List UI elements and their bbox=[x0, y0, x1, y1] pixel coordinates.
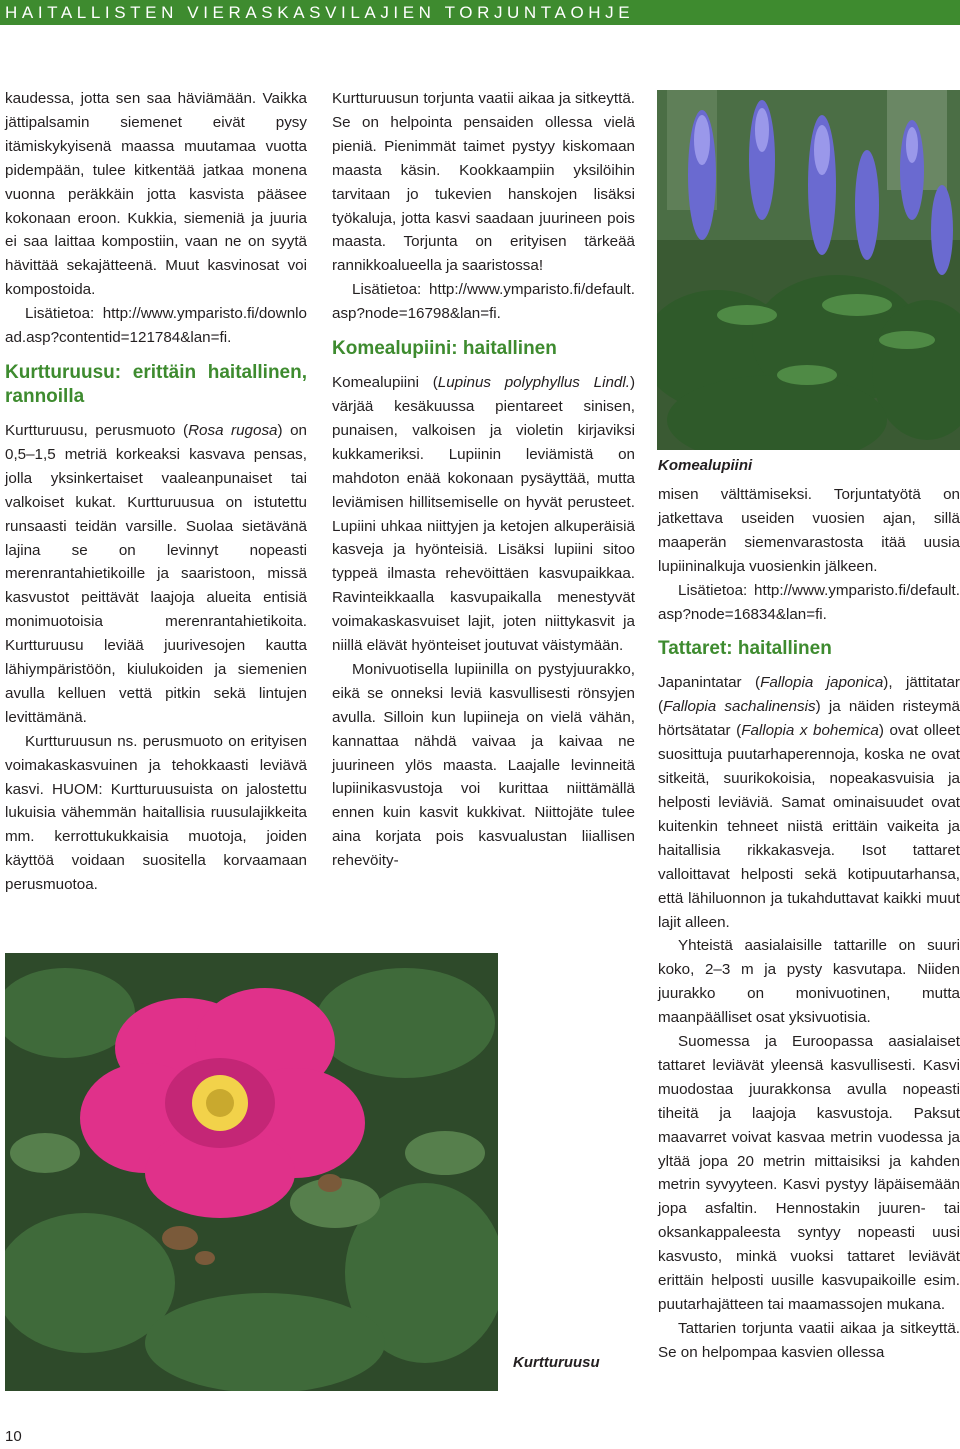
paragraph: Japanintatar (Fallopia japonica), jättitatar (Fallopia sachalinensis) ja näiden risteymä hörtsätatar (Fallopia x bohemica) ovat olleet suosittuja puutarhaperennoja, koska ne ovat sitkeitä, suurikokoisia, nopeakasvuisia ja helposti leviäviä. Samat ominaisuudet ovat kuitenkin tehneet niistä erittäin vaikeita ja haitallisia rikkakasveja. Isot tattaret valloittavat helposti sekä kotipuutarhansa, että lähiluonnon ja tukahduttavat kaikki muut lajit alleen. bbox=[658, 674, 960, 931]
paragraph: Kurtturuusun torjunta vaatii aikaa ja sitkeyttä. Se on helpointa pensaiden ollessa vielä pieniä. Pienimmät taimet pystyy kiskomaan maasta käsin. Kookkaampiin yksilöihin tarvitaan jo tukevien hanskojen lisäksi työkaluja, jotta kasvi saadaan juurineen pois maasta. Torjunta on erityisen tärkeää rannikkoalueella ja saaristossa! bbox=[332, 90, 635, 275]
column-1 bbox=[5, 87, 307, 897]
rose-caption: Kurtturuusu bbox=[513, 1354, 600, 1371]
paragraph: Tattarien torjunta vaatii aikaa ja sitkeyttä. Se on helpompaa kasvien ollessa bbox=[658, 1319, 960, 1361]
paragraph: Kurtturuusu, perusmuoto (Rosa rugosa) on 0,5–1,5 metriä korkeaksi kasvava pensas, jolla yksinkertaiset vaaleanpunaiset tai valkoiset kukat. Kurtturuusua on istutettu runsaasti teidän varsille. Suolaa sietävänä lajina se on levinnyt nopeasti merenrantahietikoille ja saaristoon, missä kasvustot peittävät laajoja alueita entisiä monimuotoisia merenrantahietikoita. Kurtturuusu leviää juurivesojen kautta lähiympäristöön, kiulukoiden ja siemenien avulla kelluen vettä pitkin sekä lintujen levittämänä. bbox=[5, 421, 307, 726]
lupine-caption: Komealupiini bbox=[658, 457, 753, 474]
running-header: HAITALLISTEN VIERASKASVILAJIEN TORJUNTAOHJE bbox=[0, 0, 960, 25]
more-info-link[interactable]: Lisätietoa: http://www.ymparisto.fi/default.asp?node=16798&lan=fi. bbox=[332, 281, 635, 323]
paragraph: kaudessa, jotta sen saa häviämään. Vaikka jättipalsamin siemenet eivät pysy itämiskykyisenä maassa muutamaa vuotta pidempään, tulee kitkentää jatkaa monena vuonna peräkkäin jotta kasvista pääsee kokonaan eroon. Kukkia, siemeniä ja juuria ei saa laittaa kompostiin, vaan ne on syytä hävittää sekajätteenä. Muut kasvinosat voi kompostoida. bbox=[5, 90, 307, 299]
paragraph: misen välttämiseksi. Torjuntatyötä on jatkettava useiden vuosien ajan, sillä maaperän siemenvarastosta itää uusia lupiininalkuja vuosienkin jälkeen. bbox=[658, 486, 960, 575]
section-heading-tattaret: Tattaret: haitallinen bbox=[658, 638, 832, 660]
page-number: 10 bbox=[5, 1428, 22, 1445]
paragraph: Yhteistä aasialaisille tattarille on suuri koko, 2–3 m ja pysty kasvutapa. Niiden juurakko on monivuotinen, mutta maanpäälliset osat yksivuotisia. bbox=[658, 937, 960, 1027]
paragraph: Komealupiini (Lupinus polyphyllus Lindl.) värjää kesäkuussa pientareet sinisen, punaisen, valkoisen ja violetin kirjaviksi kukkameriksi. Lupiinin leviämistä on mahdoton enää kokonaan pysäyttää, mutta leviämisen hillitsemiselle on hyvät perusteet. Lupiini uhkaa niittyjen ja ketojen alkuperäisiä kasveja ja hyönteisiä. Lisäksi lupiini sitoo typpeä ilmasta rehevöittäen kasvupaikkaa. Ravinteikkaalla kasvupaikalla menestyvät voimakaskasvuiset lajit, joten niittykasvit ja niillä elävät hyönteiset joutuvat väistymään. bbox=[332, 374, 635, 655]
rose-illustration bbox=[5, 953, 498, 1391]
paragraph: Kurtturuusun ns. perusmuoto on erityisen voimakaskasvuinen ja tehokkaasti leviävä kasvi. HUOM: Kurtturuusuista on jalostettu lukuisia vähemmän haitallisia ruusulajikkeita mm. kerrottukukkaisia muotoja, joiden käyttöä voidaan suositella korvaamaan perusmuotoa. bbox=[5, 732, 307, 894]
lupine-photo bbox=[657, 90, 960, 450]
column-3 bbox=[658, 483, 960, 1365]
more-info-link[interactable]: Lisätietoa: http://www.ymparisto.fi/download.asp?contentid=121784&lan=fi. bbox=[5, 305, 307, 347]
more-info-link[interactable]: Lisätietoa: http://www.ymparisto.fi/default.asp?node=16834&lan=fi. bbox=[658, 581, 960, 623]
rose-photo bbox=[5, 953, 498, 1391]
lupine-illustration bbox=[657, 90, 960, 450]
paragraph: Monivuotisella lupiinilla on pystyjuurakko, eikä se onneksi leviä kasvullisesti rönsyjen avulla. Silloin kun lupiineja on vielä vähän, kannattaa nähdä vaivaa ja kaivaa ne juurineen ylös maasta. Laajalle levinneitä lupiinikasvustoja voi kurittaa niittämällä ennen kuin kasvit kukkivat. Niittojäte tulee aina korjata pois kasvualustan liiallisen rehevöity- bbox=[332, 660, 635, 870]
paragraph: Suomessa ja Euroopassa aasialaiset tattaret leviävät yleensä kasvullisesti. Kasvi muodostaa juurakkonsa avulla nopeasti tiheitä ja laajoja kasvustoja. Paksut maavarret voivat kasvaa metrin vuodessa ja yltää jopa 20 metrin mittaisiksi ja kahden metrin syvyyteen. Kasvi pystyy läpäisemään jopa asfaltin. Hennostakin juuren- tai oksankappaleesta syntyy nopeasti uusi kasvusto, minkä vuoksi tattaret leviävät erittäin helposti uusille kasvupaikoille esim. puutarhajätteen tai maamassojen mukana. bbox=[658, 1033, 960, 1313]
section-heading-kurtturuusu: Kurtturuusu: erittäin haitallinen, rannoilla bbox=[5, 361, 307, 407]
column-2 bbox=[332, 87, 635, 873]
section-heading-komealupiini: Komealupiini: haitallinen bbox=[332, 338, 557, 360]
